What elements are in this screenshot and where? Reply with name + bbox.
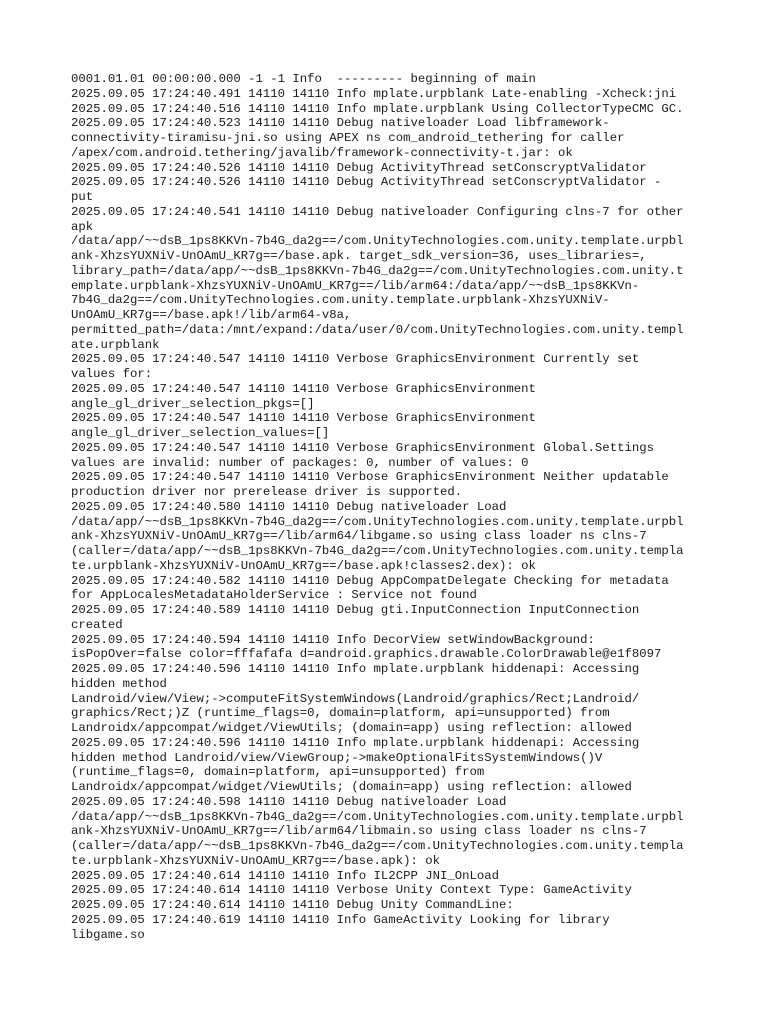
- log-line: 2025.09.05 17:24:40.547 14110 14110 Verbose GraphicsEnvironment Currently set values for:: [71, 352, 640, 381]
- log-line: 2025.09.05 17:24:40.614 14110 14110 Info IL2CPP JNI_OnLoad: [71, 868, 500, 883]
- log-line: 2025.09.05 17:24:40.526 14110 14110 Debug ActivityThread setConscryptValidator: [71, 160, 647, 175]
- log-line: 0001.01.01 00:00:00.000 -1 -1 Info --------- beginning of main: [71, 72, 536, 86]
- log-line: 2025.09.05 17:24:40.598 14110 14110 Debug nativeloader Load /data/app/~~dsB_1ps8KKVn-7b4G_da2g==/com.UnityTechnologies.com.unity.template.urpbl ank-XhzsYUXNiV-UnOAmU_KR7g==/lib/arm64/libmain.so using class loader ns clns-7 (caller=/data/app/~~dsB_1ps8KKVn-7b4G_da2g==/com.UnityTechnologies.com.unity.templa te.urpblank-XhzsYUXNiV-UnOAmU_KR7g==/base.apk): ok: [71, 794, 684, 868]
- log-line: 2025.09.05 17:24:40.547 14110 14110 Verbose GraphicsEnvironment Global.Settings values are invalid: number of packages: 0, number of values: 0: [71, 440, 654, 470]
- log-line: 2025.09.05 17:24:40.589 14110 14110 Debug gti.InputConnection InputConnection created: [71, 603, 640, 632]
- log-line: 2025.09.05 17:24:40.614 14110 14110 Debug Unity CommandLine:: [71, 898, 514, 912]
- log-line: 2025.09.05 17:24:40.523 14110 14110 Debug nativeloader Load libframework- connectivity-tiramisu-jni.so using APEX ns com_android_tethering for caller /apex/com.android.tethering/javalib/framework-connectivity-t.jar: ok: [71, 116, 625, 160]
- log-line: 2025.09.05 17:24:40.596 14110 14110 Info mplate.urpblank hiddenapi: Accessing hidden method Landroid/view/ViewGroup;->makeOptionalFitsSystemWindows()V (runtime_flags=0, domain=platform, api=unsupported) from Landroidx/appcompat/widget/ViewUtils; (domain=app) using reflection: allowed: [71, 735, 640, 794]
- log-line: 2025.09.05 17:24:40.547 14110 14110 Verbose GraphicsEnvironment angle_gl_driver_selection_values=[]: [71, 411, 536, 440]
- log-line: 2025.09.05 17:24:40.547 14110 14110 Verbose GraphicsEnvironment Neither updatable production driver nor prerelease driver is supported.: [71, 470, 669, 499]
- log-line: 2025.09.05 17:24:40.580 14110 14110 Debug nativeloader Load /data/app/~~dsB_1ps8KKVn-7b4G_da2g==/com.UnityTechnologies.com.unity.template.urpbl ank-XhzsYUXNiV-UnOAmU_KR7g==/lib/arm64/libgame.so using class loader ns clns-7 (caller=/data/app/~~dsB_1ps8KKVn-7b4G_da2g==/com.UnityTechnologies.com.unity.templa te.urpblank-XhzsYUXNiV-UnOAmU_KR7g==/base.apk!classes2.dex): ok: [71, 499, 684, 573]
- log-line: 2025.09.05 17:24:40.614 14110 14110 Verbose Unity Context Type: GameActivity: [71, 883, 632, 898]
- log-line: 2025.09.05 17:24:40.516 14110 14110 Info mplate.urpblank Using CollectorTypeCMC GC.: [71, 101, 684, 116]
- log-line: 2025.09.05 17:24:40.619 14110 14110 Info GameActivity Looking for library libgame.so: [71, 912, 610, 942]
- log-line: 2025.09.05 17:24:40.547 14110 14110 Verbose GraphicsEnvironment angle_gl_driver_selection_pkgs=[]: [71, 381, 536, 411]
- log-line: 2025.09.05 17:24:40.594 14110 14110 Info DecorView setWindowBackground: isPopOver=false color=fffafafa d=android.graphics.drawable.ColorDrawable@e1f8097: [71, 632, 662, 662]
- log-line: 2025.09.05 17:24:40.526 14110 14110 Debug ActivityThread setConscryptValidator - put: [71, 175, 662, 204]
- log-line: 2025.09.05 17:24:40.491 14110 14110 Info mplate.urpblank Late-enabling -Xcheck:jni: [71, 86, 677, 101]
- log-line: 2025.09.05 17:24:40.582 14110 14110 Debug AppCompatDelegate Checking for metadata for AppLocalesMetadataHolderService : Service not found: [71, 573, 669, 603]
- log-line: 2025.09.05 17:24:40.541 14110 14110 Debug nativeloader Configuring clns-7 for other apk /data/app/~~dsB_1ps8KKVn-7b4G_da2g==/com.UnityTechnologies.com.unity.template.urpbl ank-XhzsYUXNiV-UnOAmU_KR7g==/base.apk. target_sdk_version=36, uses_libraries=, library_path=/data/app/~~dsB_1ps8KKVn-7b4G_da2g==/com.UnityTechnologies.com.unity.t emplate.urpblank-XhzsYUXNiV-UnOAmU_KR7g==/lib/arm64:/data/app/~~dsB_1ps8KKVn- 7b4G_da2g==/com.UnityTechnologies.com.unity.template.urpblank-XhzsYUXNiV- UnOAmU_KR7g==/base.apk!/lib/arm64-v8a, permitted_path=/data:/mnt/expand:/data/user/0/com.UnityTechnologies.com.unity.templ ate.urpblank: [71, 204, 684, 352]
- log-line: 2025.09.05 17:24:40.596 14110 14110 Info mplate.urpblank hiddenapi: Accessing hidden method Landroid/view/View;->computeFitSystemWindows(Landroid/graphics/Rect;Landroid/ graphics/Rect;)Z (runtime_flags=0, domain=platform, api=unsupported) from Landroidx/appcompat/widget/ViewUtils; (domain=app) using reflection: allowed: [71, 662, 640, 735]
- log-document: [71, 72, 701, 942]
